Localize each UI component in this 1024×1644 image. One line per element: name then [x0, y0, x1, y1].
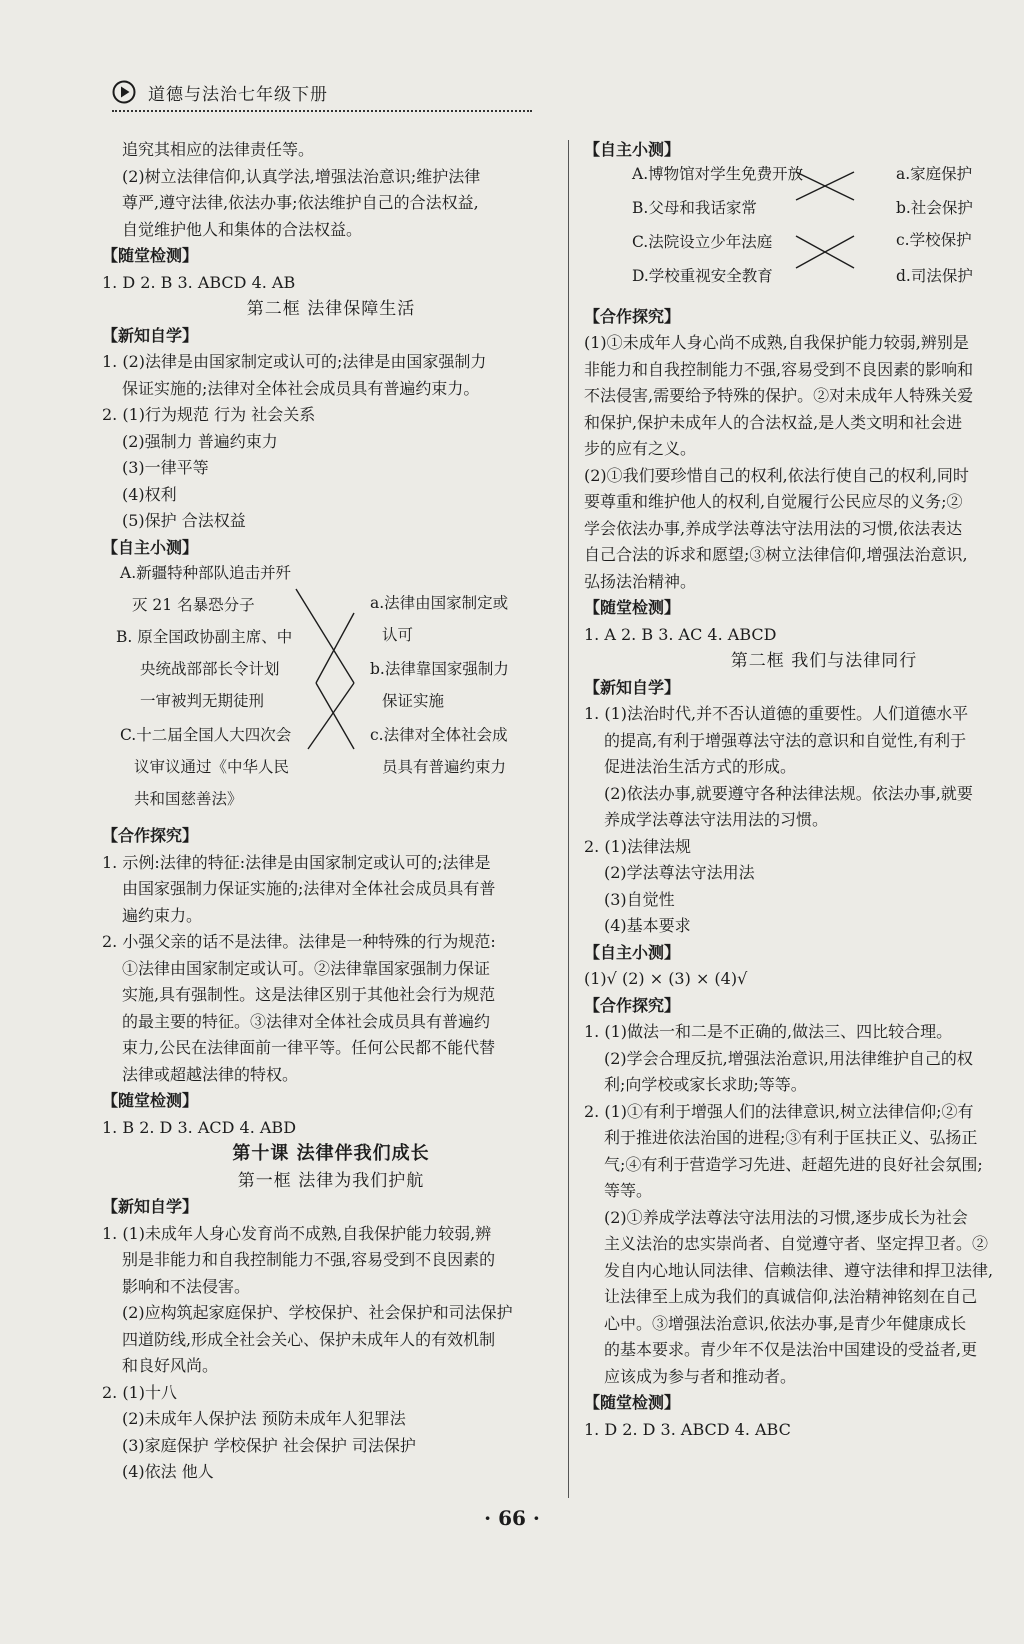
section-heading: 【随堂检测】: [102, 246, 199, 265]
section-heading: 【随堂检测】: [102, 1091, 199, 1110]
text-line: 2. (1)①有利于增强人们的法律意识,树立法律信仰;②有: [584, 1101, 974, 1121]
text-line: (4)权利: [122, 484, 177, 504]
text-line: (4)基本要求: [604, 916, 691, 935]
text-line: (3)一律平等: [122, 458, 209, 477]
match-target-c: c.法律对全体社会成: [370, 726, 508, 744]
text-line: 1. (1)法治时代,并不否认道德的重要性。人们道德水平: [584, 704, 969, 723]
text-line: (2)未成年人保护法 预防未成年人犯罪法: [122, 1409, 406, 1428]
subsection-title: 第一框 法律为我们护航: [237, 1170, 425, 1191]
text-line: 学会依法办事,养成学法尊法守法用法的习惯,依法表达: [584, 518, 963, 538]
text-line: (2)树立法律信仰,认真学法,增强法治意识;维护法律: [122, 166, 481, 186]
text-line: 应该成为参与者和推动者。: [604, 1366, 797, 1386]
match-item-c: C.十二届全国人大四次会: [120, 726, 292, 744]
text-line: (2)①养成学法尊法守法用法的习惯,逐步成长为社会: [604, 1207, 968, 1227]
answer-line: 1. D 2. D 3. ABCD 4. ABC: [584, 1419, 791, 1439]
section-heading: 【合作探究】: [102, 826, 199, 845]
column-divider: [568, 140, 569, 1498]
match-target-a: a.法律由国家制定或: [370, 594, 509, 612]
match-item-b: B.父母和我话家常: [632, 198, 757, 217]
match-target-d: d.司法保护: [896, 266, 973, 285]
text-line: 气;④有利于营造学习先进、赶超先进的良好社会氛围;: [604, 1154, 983, 1174]
match-item-b-cont: 一审被判无期徒刑: [140, 692, 265, 710]
match-item-c-cont: 共和国慈善法》: [134, 790, 243, 808]
text-line: 束力,公民在法律面前一律平等。任何公民都不能代替: [122, 1038, 496, 1057]
section-heading: 【自主小测】: [584, 140, 681, 159]
answer-line: (1)√ (2) × (3) × (4)√: [584, 969, 748, 988]
match-item-a-cont: 灭 21 名暴恐分子: [132, 596, 255, 614]
page-header: [112, 78, 532, 108]
section-heading: 【自主小测】: [584, 942, 681, 962]
text-line: 由国家强制力保证实施的;法律对全体社会成员具有普: [122, 879, 496, 898]
subsection-title: 第二框 我们与法律同行: [730, 651, 918, 671]
text-line: 发自内心地认同法律、信赖法律、遵守法律和捍卫法律,: [604, 1260, 994, 1280]
section-heading: 【新知自学】: [102, 325, 199, 345]
section-heading: 【合作探究】: [584, 306, 681, 326]
match-item-a: A.新疆特种部队追击并歼: [120, 564, 292, 582]
match-item-b-cont: 央统战部部长令计划: [140, 660, 280, 678]
text-line: 和保护,保护未成年人的合法权益,是人类文明和社会进: [584, 412, 963, 432]
text-line: 1. 示例:法律的特征:法律是由国家制定或认可的;法律是: [102, 852, 491, 872]
text-line: 1. (1)未成年人身心发育尚不成熟,自我保护能力较弱,辨: [102, 1223, 492, 1243]
text-line: (2)依法办事,就要遵守各种法律法规。依法办事,就要: [604, 783, 973, 803]
text-line: 影响和不法侵害。: [122, 1276, 251, 1296]
match-item-b: B. 原全国政协副主席、中: [116, 628, 293, 646]
match-target-c-cont: 员具有普遍约束力: [382, 758, 507, 776]
text-line: 四道防线,形成全社会关心、保护未成年人的有效机制: [122, 1329, 496, 1349]
text-line: 心中。③增强法治意识,依法办事,是青少年健康成长: [604, 1313, 967, 1333]
text-line: 要尊重和维护他人的权利,自觉履行公民应尽的义务;②: [584, 492, 963, 511]
text-line: 等等。: [604, 1181, 653, 1200]
match-item-c: C.法院设立少年法庭: [632, 232, 773, 251]
section-heading: 【合作探究】: [584, 995, 681, 1015]
match-target-c: c.学校保护: [896, 230, 972, 249]
text-line: 别是非能力和自我控制能力不强,容易受到不良因素的: [122, 1250, 496, 1269]
header-divider: [112, 110, 532, 112]
match-target-a: a.家庭保护: [896, 164, 973, 183]
text-line: 和良好风尚。: [122, 1356, 219, 1375]
answer-line: 1. D 2. B 3. ABCD 4. AB: [102, 272, 296, 292]
lesson-title: 第十课 法律伴我们成长: [232, 1143, 430, 1164]
matching-exercise: [584, 164, 1024, 304]
text-line: 不法侵害,需要给予特殊的保护。②对未成年人特殊关爱: [584, 386, 974, 405]
text-line: 保证实施的;法律对全体社会成员具有普遍约束力。: [122, 378, 480, 398]
section-heading: 【自主小测】: [102, 537, 199, 557]
matching-exercise: [102, 561, 560, 823]
section-heading: 【新知自学】: [584, 677, 681, 697]
match-item-d: D.学校重视安全教育: [632, 266, 773, 285]
text-line: 利;向学校或家长求助;等等。: [604, 1075, 807, 1094]
match-target-b: b.社会保护: [896, 198, 973, 217]
text-line: (5)保护 合法权益: [122, 511, 246, 530]
text-line: 的提高,有利于增强尊法守法的意识和自觉性,有利于: [604, 730, 967, 750]
text-line: (4)依法 他人: [122, 1462, 214, 1481]
text-line: 自觉维护他人和集体的合法权益。: [122, 219, 363, 239]
subsection-title: 第二框 法律保障生活: [246, 299, 416, 319]
text-line: 尊严,遵守法律,依法办事;依法维护自己的合法权益,: [122, 193, 479, 212]
text-line: 1. (2)法律是由国家制定或认可的;法律是由国家强制力: [102, 352, 487, 371]
text-line: 利于推进依法治国的进程;③有利于匡扶正义、弘扬正: [604, 1128, 978, 1147]
text-line: 步的应有之义。: [584, 439, 697, 458]
text-line: 的基本要求。青少年不仅是法治中国建设的受益者,更: [604, 1340, 978, 1359]
match-target-b: b.法律靠国家强制力: [370, 660, 509, 678]
text-line: 自己合法的诉求和愿望;③树立法律信仰,增强法治意识,: [584, 545, 968, 564]
match-target-b-cont: 保证实施: [382, 692, 445, 710]
answer-line: 1. A 2. B 3. AC 4. ABCD: [584, 624, 777, 644]
text-line: (2)应构筑起家庭保护、学校保护、社会保护和司法保护: [122, 1303, 513, 1322]
text-line: ①法律由国家制定或认可。②法律靠国家强制力保证: [122, 958, 491, 978]
match-target-a-cont: 认可: [382, 626, 414, 644]
text-line: 让法律至上成为我们的真诚信仰,法治精神铭刻在自己: [604, 1287, 978, 1306]
text-line: (2)学法尊法守法用法: [604, 863, 755, 882]
text-line: (1)①未成年人身心尚不成熟,自我保护能力较弱,辨别是: [584, 333, 969, 352]
text-line: (2)①我们要珍惜自己的权利,依法行使自己的权利,同时: [584, 465, 969, 485]
text-line: (2)学会合理反抗,增强法治意识,用法律维护自己的权: [604, 1048, 973, 1068]
text-line: (3)自觉性: [604, 889, 675, 909]
left-column: [102, 137, 560, 1486]
right-column: [584, 137, 1024, 1443]
text-line: 促进法治生活方式的形成。: [604, 757, 797, 776]
text-line: 2. 小强父亲的话不是法律。法律是一种特殊的行为规范:: [102, 932, 496, 951]
book-title: 道德与法治七年级下册: [148, 85, 328, 105]
text-line: 遍约束力。: [122, 905, 203, 925]
text-line: 1. (1)做法一和二是不正确的,做法三、四比较合理。: [584, 1022, 953, 1041]
match-item-c-cont: 议审议通过《中华人民: [134, 758, 290, 776]
text-line: 主义法治的忠实崇尚者、自觉遵守者、坚定捍卫者。②: [604, 1234, 989, 1253]
section-heading: 【新知自学】: [102, 1197, 199, 1216]
text-line: (3)家庭保护 学校保护 社会保护 司法保护: [122, 1435, 416, 1455]
text-line: 的最主要的特征。③法律对全体社会成员具有普遍约: [122, 1011, 491, 1031]
play-circle-icon: [112, 80, 136, 104]
text-line: 2. (1)十八: [102, 1382, 178, 1402]
text-line: 弘扬法治精神。: [584, 571, 697, 591]
text-line: 养成学法尊法守法用法的习惯。: [604, 810, 829, 829]
text-line: 法律或超越法律的特权。: [122, 1064, 299, 1084]
text-line: (2)强制力 普遍约束力: [122, 431, 278, 451]
section-heading: 【随堂检测】: [584, 598, 681, 617]
text-line: 2. (1)法律法规: [584, 836, 692, 856]
page-number: · 66 ·: [484, 1506, 540, 1530]
text-line: 非能力和自我控制能力不强,容易受到不良因素的影响和: [584, 359, 974, 379]
match-item-a: A.博物馆对学生免费开放: [632, 164, 804, 183]
text-line: 追究其相应的法律责任等。: [122, 140, 315, 159]
text-line: 2. (1)行为规范 行为 社会关系: [102, 405, 316, 424]
answer-line: 1. B 2. D 3. ACD 4. ABD: [102, 1117, 297, 1137]
section-heading: 【随堂检测】: [584, 1393, 681, 1412]
text-line: 实施,具有强制性。这是法律区别于其他社会行为规范: [122, 985, 496, 1004]
